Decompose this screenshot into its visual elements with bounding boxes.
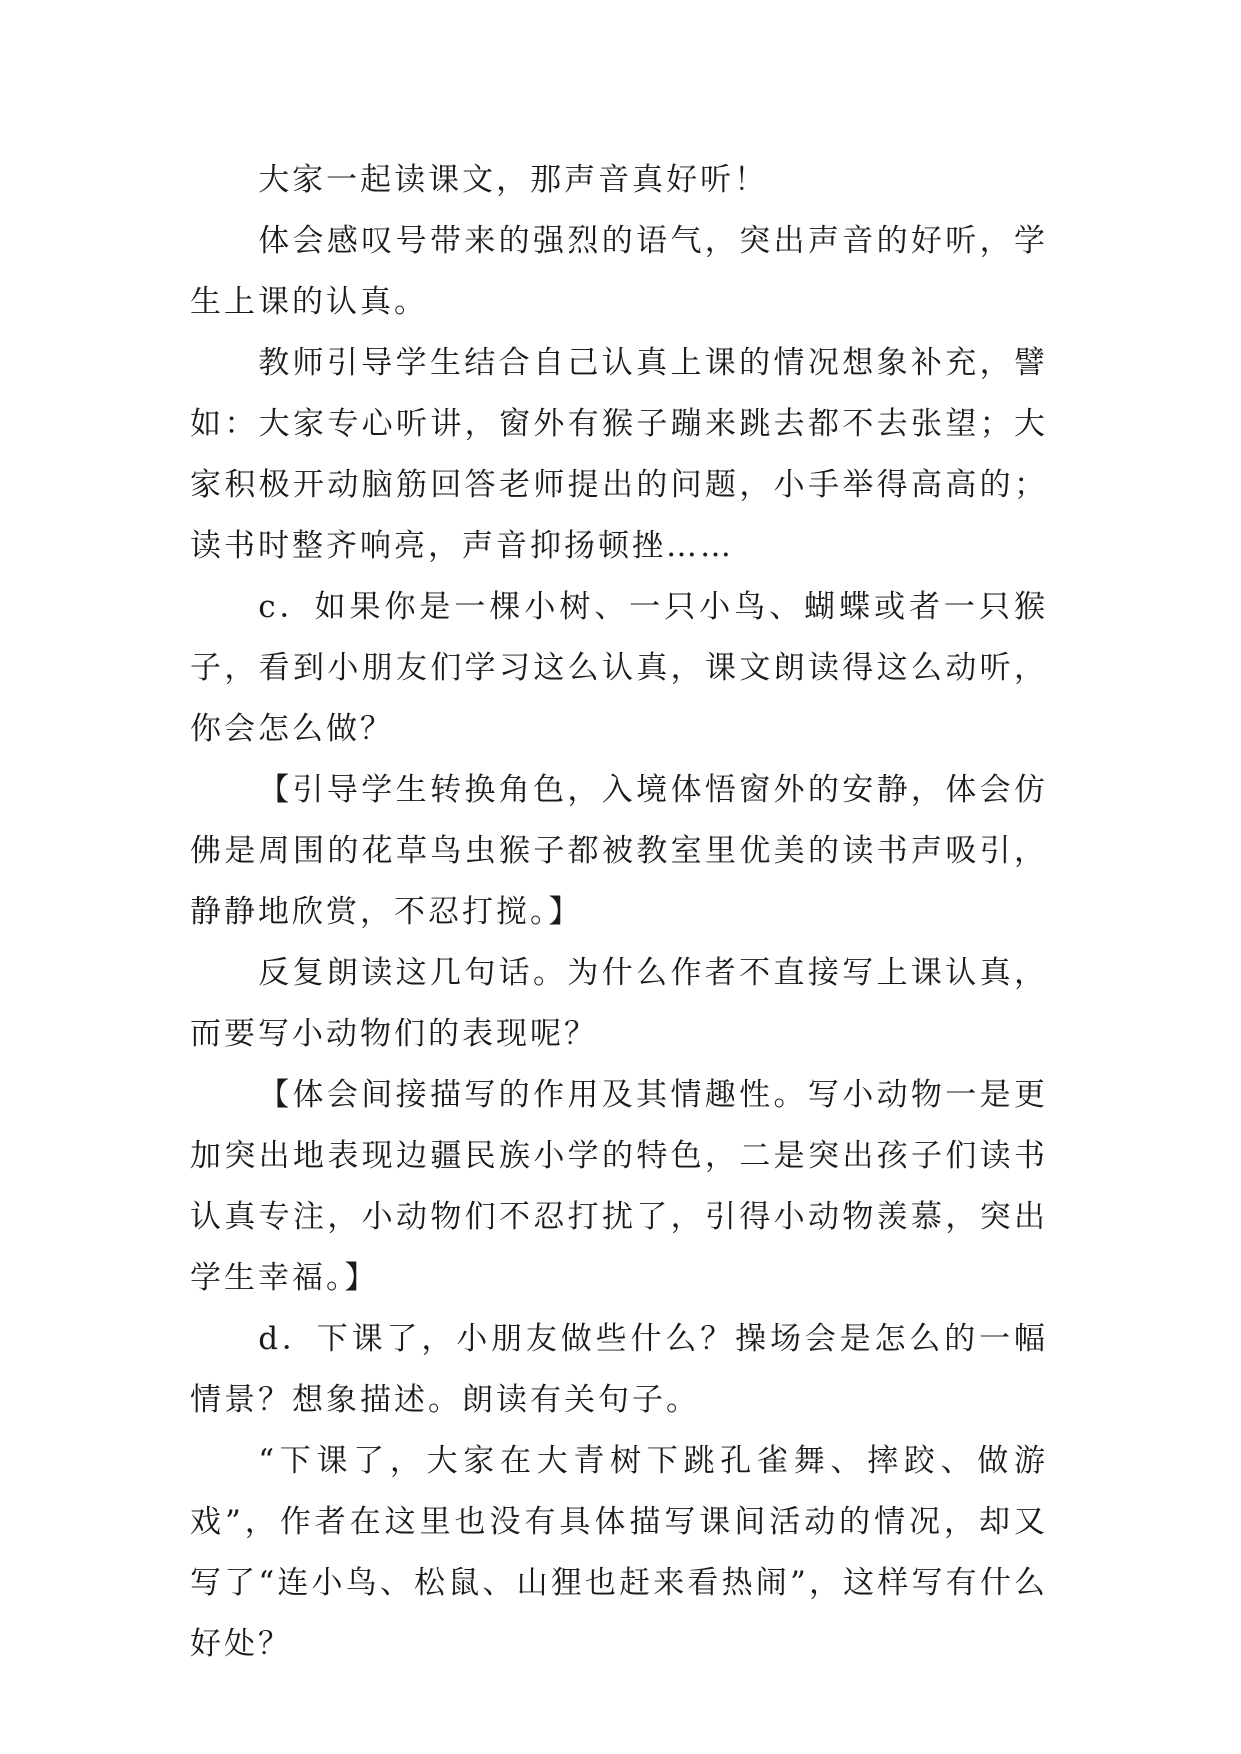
document-body [190, 150, 1048, 1675]
paragraph-5: 【引导学生转换角色，入境体悟窗外的安静，体会仿佛是周围的花草鸟虫猴子都被教室里优美的读书声吸引，静静地欣赏，不忍打搅。】 [190, 772, 1048, 930]
paragraph-1: 大家一起读课文，那声音真好听！ [258, 162, 769, 198]
paragraph-3: 教师引导学生结合自己认真上课的情况想象补充，譬如：大家专心听讲，窗外有猴子蹦来跳去都不去张望；大家积极开动脑筋回答老师提出的问题，小手举得高高的；读书时整齐响亮，声音抑扬顿挫…… [190, 345, 1048, 564]
paragraph-7: 【体会间接描写的作用及其情趣性。写小动物一是更加突出地表现边疆民族小学的特色，二是突出孩子们读书认真专注，小动物们不忍打扰了，引得小动物羡慕，突出学生幸福。】 [190, 1077, 1048, 1296]
paragraph-2: 体会感叹号带来的强烈的语气，突出声音的好听，学生上课的认真。 [190, 223, 1048, 320]
paragraph-6: 反复朗读这几句话。为什么作者不直接写上课认真，而要写小动物们的表现呢？ [190, 955, 1048, 1052]
paragraph-4: c．如果你是一棵小树、一只小鸟、蝴蝶或者一只猴子，看到小朋友们学习这么认真，课文朗读得这么动听，你会怎么做？ [190, 589, 1048, 747]
paragraph-9: “下课了，大家在大青树下跳孔雀舞、摔跤、做游戏”，作者在这里也没有具体描写课间活动的情况，却又写了“连小鸟、松鼠、山狸也赶来看热闹”，这样写有什么好处？ [190, 1443, 1048, 1662]
paragraph-8: d．下课了，小朋友做些什么？操场会是怎么的一幅情景？想象描述。朗读有关句子。 [190, 1321, 1048, 1418]
